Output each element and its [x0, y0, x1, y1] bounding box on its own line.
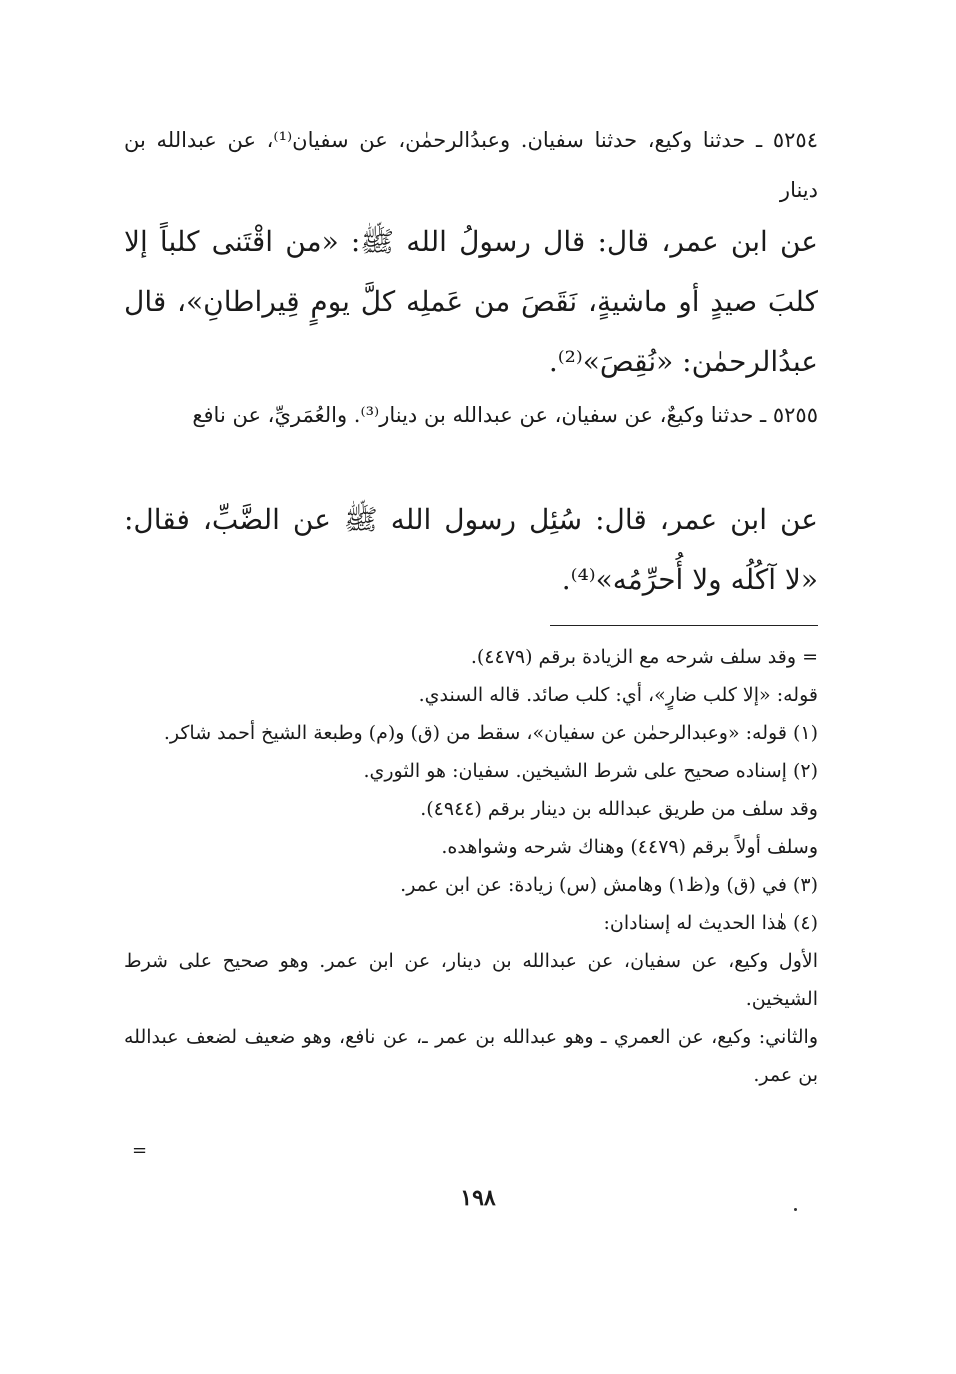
- footnote-2-c: وسلف أولاً برقم (٤٤٧٩) وهناك شرحه وشواهده.: [441, 836, 818, 858]
- footnote-continued-2: قوله: «إلا كلب ضارٍ»، أي: كلب صائد. قاله السندي.: [418, 684, 818, 706]
- footnote-4-c: والثاني: وكيع، عن العمري ـ وهو عبدالله بن عمر ـ، عن نافع، وهو ضعيف لضعف عبدالله بن عمر.: [124, 1026, 818, 1086]
- continuation-mark: =: [132, 1140, 148, 1161]
- footnote-separator: [550, 625, 818, 626]
- footnote-2-b: وقد سلف من طريق عبدالله بن دينار برقم (٤٩٤٤).: [420, 798, 818, 820]
- hadith-5255-matn: عن ابن عمر، قال: سُئِل رسول الله ﷺ عن الضَّبِّ، فقال: «لا آكُلُه ولا أُحرِّمُه»⁽⁴⁾.: [124, 503, 818, 596]
- footnote-1: (١) قوله: «وعبدالرحمٰن عن سفيان»، سقط من (ق) و(م) وطبعة الشيخ أحمد شاكر.: [163, 722, 818, 744]
- hadith-5255-isnad: ٥٢٥٥ ـ حدثنا وكيعٌ، عن سفيان، عن عبدالله بن دينار⁽³⁾. والعُمَريِّ، عن نافع: [192, 403, 818, 427]
- footnote-continued-1: = وقد سلف شرحه مع الزيادة برقم (٤٤٧٩).: [470, 646, 818, 668]
- footnote-4-b: الأول وكيع، عن سفيان، عن عبدالله بن دينار، عن ابن عمر. وهو صحيح على شرط الشيخين.: [124, 950, 818, 1010]
- footnote-2-a: (٢) إسناده صحيح على شرط الشيخين. سفيان: هو الثوري.: [363, 760, 818, 782]
- hadith-5254-isnad: ٥٢٥٤ ـ حدثنا وكيع، حدثنا سفيان. وعبدُالرحمٰن، عن سفيان⁽¹⁾، عن عبدالله بن دينار: [124, 128, 818, 202]
- footnote-4-a: (٤) هٰذا الحديث له إسنادان:: [603, 912, 818, 934]
- footnote-3: (٣) في (ق) و(ظ١) وهامش (س) زيادة: عن ابن عمر.: [400, 874, 818, 896]
- page-dot: [794, 1208, 797, 1211]
- footnotes: [124, 638, 818, 1094]
- page-number: ١٩٨: [460, 1185, 496, 1211]
- hadith-5254-matn: عن ابن عمر، قال: قال رسولُ الله ﷺ: «من اقْتَنى كلباً إلا كلبَ صيدٍ أو ماشيةٍ، نَقَصَ من عَملِه كلَّ يومٍ قِيراطانِ»، قال عبدُالرحمٰن: «نُقِصَ»⁽²⁾.: [124, 225, 818, 378]
